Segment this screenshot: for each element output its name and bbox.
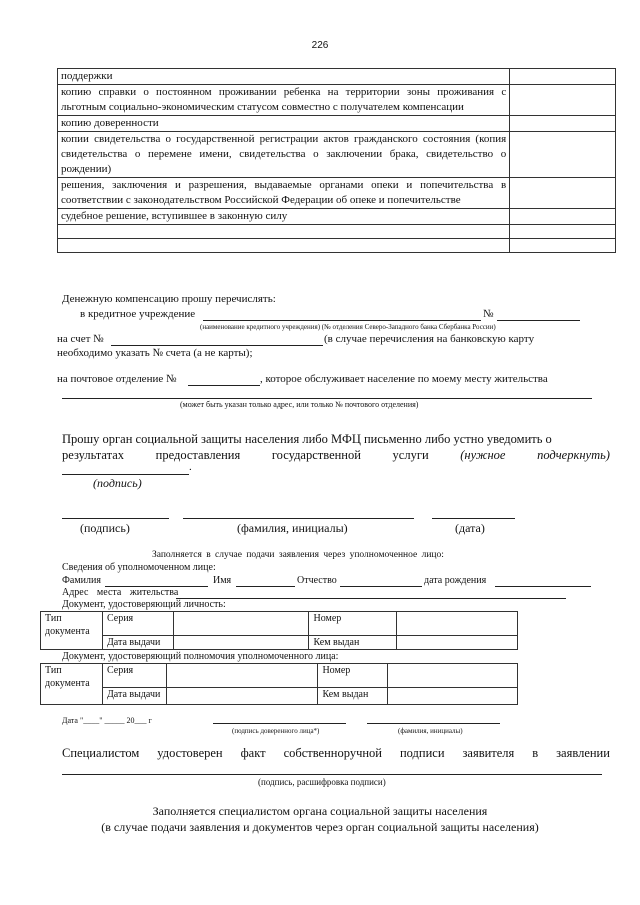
cert-word: собственноручной [283, 746, 382, 760]
request-word: предоставления [155, 448, 241, 462]
document-cell [58, 239, 510, 253]
request-line-2 [62, 448, 610, 463]
specialist-signature-field[interactable] [62, 774, 602, 775]
applicant-signature-field[interactable] [62, 518, 169, 519]
bank-hint: (наименование кредитного учреждения) (№ отделения Северо-Западного банка Сбербанка России) [200, 323, 496, 331]
document-cell: копию доверенности [58, 116, 510, 132]
specialist-certification [62, 746, 610, 761]
post-hint: (может быть указан только адрес, или только № почтового отделения) [180, 400, 419, 409]
table-row [58, 85, 616, 116]
post-tail: , которое обслуживает население по моему месту жительства [260, 373, 548, 385]
first-name-label: Имя [213, 575, 232, 586]
request-line-1: Прошу орган социальной защиты населения либо МФЦ письменно либо устно уведомить о [62, 432, 552, 446]
table-row [58, 239, 616, 253]
cert-word: в [532, 746, 539, 760]
document-cell: копию справки о постоянном проживании ребенка на территории зоны проживания с льготным социально-экономическим статусом совместно с получателем компенсации [58, 85, 510, 116]
doc-type-label: Тип документа [41, 612, 103, 650]
proxy-info: Сведения об уполномоченном лице: [62, 562, 216, 573]
mark-cell[interactable] [510, 178, 616, 209]
account-label: на счет № [57, 333, 104, 345]
issued-by-field[interactable] [388, 688, 518, 705]
cert-word: заявлении [556, 746, 610, 760]
table-row [41, 612, 518, 636]
table-row [41, 688, 518, 705]
request-signature: (подпись) [93, 476, 142, 490]
cert-word: Специалистом [62, 746, 140, 760]
number-label: Номер [309, 612, 397, 636]
birth-date-label: дата рождения [424, 575, 487, 586]
issue-date-label: Дата выдачи [102, 688, 166, 705]
id-document-title: Документ, удостоверяющий личность: [62, 599, 226, 610]
documents-table [57, 68, 616, 253]
mark-cell[interactable] [510, 209, 616, 225]
series-field[interactable] [166, 664, 318, 688]
table-row [58, 225, 616, 239]
surname-label: Фамилия [62, 575, 101, 586]
proxy-header: Заполняется в случае подачи заявления через уполномоченное лицо: [152, 550, 444, 560]
issue-date-field[interactable] [173, 636, 309, 650]
document-cell: судебное решение, вступившее в законную силу [58, 209, 510, 225]
address-field[interactable] [176, 598, 566, 599]
series-field[interactable] [173, 612, 309, 636]
sign-label: (подпись) [80, 521, 130, 535]
table-row [58, 132, 616, 178]
series-label: Серия [102, 664, 166, 688]
cert-word: подписи [399, 746, 445, 760]
footer-line-2: (в случае подачи заявления и документов через орган социальной защиты населения) [101, 820, 539, 834]
table-row [58, 116, 616, 132]
mark-cell[interactable] [510, 132, 616, 178]
address-label: Адрес места жительства [62, 587, 179, 598]
number-label: Номер [318, 664, 388, 688]
issue-date-field[interactable] [166, 688, 318, 705]
table-row [41, 664, 518, 688]
cert-word: факт [240, 746, 266, 760]
number-field[interactable] [388, 664, 518, 688]
issued-by-label: Кем выдан [309, 636, 397, 650]
doc-type-label: Тип документа [41, 664, 103, 705]
specialist-sign-hint: (подпись, расшифровка подписи) [258, 777, 386, 787]
mark-cell[interactable] [510, 239, 616, 253]
request-word: услуги [392, 448, 429, 462]
id-document-table [40, 611, 518, 650]
issued-by-label: Кем выдан [318, 688, 388, 705]
applicant-date-field[interactable] [432, 518, 515, 519]
document-cell: решения, заключения и разрешения, выдаваемые органами опеки и попечительства в соответствии с законодательством Российской Федерации об опеке и попечительстве [58, 178, 510, 209]
document-cell: копии свидетельства о государственной регистрации актов гражданского состояния (копия свидетельства о перемене имени, свидетельства о заключении брака, свидетельство о рождении) [58, 132, 510, 178]
bank-label: в кредитное учреждение [80, 308, 196, 320]
bank-branch-field[interactable] [497, 320, 580, 321]
birth-date-field[interactable] [495, 586, 591, 587]
series-label: Серия [102, 612, 173, 636]
post-label: на почтовое отделение № [57, 373, 177, 385]
document-cell: поддержки [58, 69, 510, 85]
compensation-title: Денежную компенсацию прошу перечислять: [62, 293, 276, 305]
patronymic-field[interactable] [340, 586, 422, 587]
bank-name-field[interactable] [203, 320, 481, 321]
post-address-field[interactable] [62, 398, 592, 399]
table-row [58, 178, 616, 209]
proxy-name-hint: (фамилия, инициалы) [398, 727, 463, 735]
request-period: . [189, 461, 192, 473]
post-office-field[interactable] [188, 385, 260, 386]
cert-word: удостоверен [157, 746, 223, 760]
mark-cell[interactable] [510, 69, 616, 85]
notification-method-field[interactable] [62, 474, 189, 475]
page-number: 226 [311, 40, 329, 51]
date-line[interactable]: Дата "____" _____ 20___ г [62, 716, 152, 725]
request-word: государственной [271, 448, 361, 462]
issue-date-label: Дата выдачи [102, 636, 173, 650]
name-label: (фамилия, инициалы) [237, 521, 348, 535]
request-word: подчеркнуть) [537, 448, 610, 462]
request-word: (нужное [460, 448, 506, 462]
issued-by-field[interactable] [397, 636, 518, 650]
mark-cell[interactable] [510, 85, 616, 116]
number-field[interactable] [397, 612, 518, 636]
patronymic-label: Отчество [297, 575, 337, 586]
table-row [41, 636, 518, 650]
date-label: (дата) [455, 521, 485, 535]
mark-cell[interactable] [510, 225, 616, 239]
proxy-signature-field[interactable] [213, 723, 346, 724]
table-row [58, 209, 616, 225]
document-cell [58, 225, 510, 239]
number-sign: № [483, 308, 494, 320]
mark-cell[interactable] [510, 116, 616, 132]
table-row [58, 69, 616, 85]
applicant-name-field[interactable] [183, 518, 414, 519]
auth-document-title: Документ, удостоверяющий полномочия уполномоченного лица: [62, 651, 339, 662]
auth-document-table [40, 663, 518, 705]
first-name-field[interactable] [236, 586, 295, 587]
proxy-name-field[interactable] [367, 723, 500, 724]
cert-word: заявителя [462, 746, 515, 760]
account-note-1: (в случае перечисления на банковскую карту [324, 333, 535, 345]
footer-line-1: Заполняется специалистом органа социальной защиты населения [152, 804, 488, 818]
request-word: результатах [62, 448, 125, 462]
proxy-sign-hint: (подпись доверенного лица*) [232, 727, 320, 735]
account-note-2: необходимо указать № счета (а не карты); [57, 347, 253, 359]
